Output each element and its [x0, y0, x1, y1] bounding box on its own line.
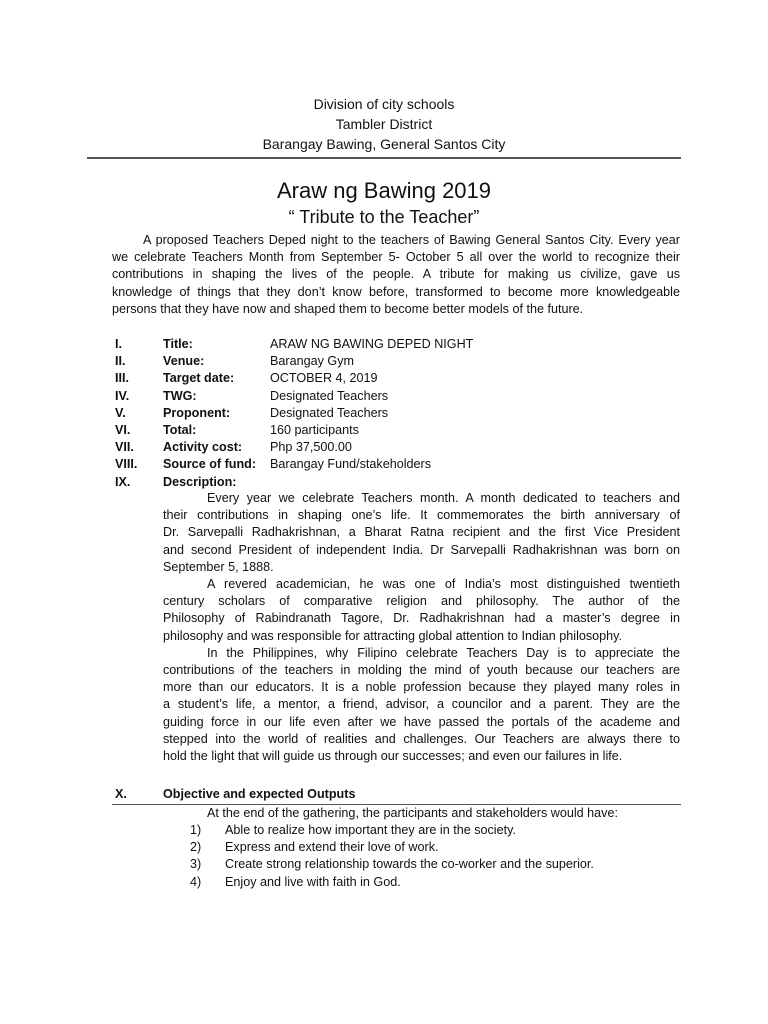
objective-number: 2) — [190, 840, 202, 855]
detail-label: Target date: — [163, 371, 235, 386]
description-line: a student’s life, a mentor, a friend, advisor, a councilor and a parent. They are the — [163, 697, 680, 712]
detail-number: VI. — [115, 423, 131, 437]
description-line: and second President of independent India. Dr Sarvepalli Radhakrishnan was born on — [163, 542, 680, 557]
header-divider — [87, 157, 681, 159]
intro-line: knowledge of things that they don’t know before, transformed to become more knowledgeable — [112, 284, 680, 299]
description-line: guiding force in our life even after we have passed the portals of the academe and — [163, 714, 680, 729]
address-line: Barangay Bawing, General Santos City — [262, 136, 506, 152]
detail-number: V. — [115, 405, 126, 420]
intro-line: A proposed Teachers Deped night to the teachers of Bawing General Santos City. Every year — [143, 233, 680, 247]
objective-number: 4) — [190, 874, 202, 889]
document-title: Araw ng Bawing 2019 — [276, 178, 492, 203]
district-line: Tambler District — [335, 116, 433, 132]
detail-label: Description: — [163, 474, 237, 489]
detail-number: IV. — [115, 388, 130, 403]
detail-label: TWG: — [163, 388, 197, 403]
detail-value: Designated Teachers — [270, 388, 389, 403]
intro-line: persons that they have now and shaped them to become better models of the future. — [112, 301, 584, 316]
description-line: philosophy and was responsible for attracting global attention to Indian philosophy. — [163, 628, 623, 643]
description-line: A revered academician, he was one of India’s most distinguished twentieth — [207, 577, 680, 591]
objective-number: 3) — [190, 857, 202, 872]
description-line: September 5, 1888. — [163, 559, 274, 574]
objective-text: Enjoy and live with faith in God. — [225, 874, 401, 889]
detail-label: Venue: — [163, 354, 205, 369]
objectives-heading: Objective and expected Outputs — [163, 787, 356, 801]
detail-label: Source of fund: — [163, 457, 257, 472]
detail-number: I. — [115, 337, 122, 351]
detail-value: Php 37,500.00 — [270, 440, 352, 455]
description-line: hold the light that will guide us through our successes; and even our failures in life. — [163, 749, 623, 763]
detail-value: ARAW NG BAWING DEPED NIGHT — [270, 337, 474, 351]
detail-value: Designated Teachers — [270, 405, 389, 420]
detail-value: Barangay Fund/stakeholders — [270, 457, 432, 472]
detail-label: Proponent: — [163, 405, 231, 420]
description-line: more than our educators. It is a noble profession because they played many roles in — [163, 680, 680, 695]
document-subtitle: “ Tribute to the Teacher” — [288, 207, 480, 227]
description-line: contributions of the teachers in molding the mind of youth because our teachers are — [163, 663, 680, 677]
objectives-number: X. — [115, 787, 127, 801]
detail-value: Barangay Gym — [270, 354, 354, 369]
detail-label: Activity cost: — [163, 440, 243, 455]
description-line: century scholars of comparative religion and philosophy. The author of the — [163, 594, 680, 609]
detail-label: Total: — [163, 423, 197, 437]
detail-number: III. — [115, 371, 129, 386]
detail-number: VII. — [115, 440, 134, 455]
detail-number: VIII. — [115, 457, 138, 472]
detail-number: IX. — [115, 474, 131, 489]
detail-value: 160 participants — [270, 423, 359, 437]
description-line: their contributions in shaping one’s life. It commemorates the birth anniversary of — [163, 508, 680, 523]
intro-line: contributions in shaping the lives of the people. A tribute for making us civilize, gave us — [112, 267, 680, 282]
division-line: Division of city schools — [313, 96, 455, 112]
detail-number: II. — [115, 354, 126, 369]
objectives-divider — [112, 804, 681, 805]
objective-text: Able to realize how important they are in the society. — [225, 823, 516, 837]
objective-text: Express and extend their love of work. — [225, 840, 439, 855]
objectives-intro: At the end of the gathering, the participants and stakeholders would have: — [207, 806, 618, 820]
objective-number: 1) — [190, 823, 202, 837]
description-line: Dr. Sarvepalli Radhakrishnan, a Bharat Ratna recipient and the first Vice President — [163, 525, 680, 540]
detail-label: Title: — [163, 337, 193, 351]
objective-text: Create strong relationship towards the co-worker and the superior. — [225, 857, 594, 872]
description-line: stepped into the world of realities and challenges. Our Teachers are always there to — [163, 731, 680, 746]
intro-line: we celebrate Teachers Month from September 5- October 5 all over the world to recognize their — [112, 250, 680, 265]
description-line: In the Philippines, why Filipino celebrate Teachers Day is to appreciate the — [207, 645, 680, 660]
description-line: Every year we celebrate Teachers month. A month dedicated to teachers and — [207, 491, 680, 505]
description-line: Philosophy of Rabindranath Tagore, Dr. Radhakrishnan had a master’s degree in — [163, 611, 680, 626]
detail-value: OCTOBER 4, 2019 — [270, 371, 378, 386]
